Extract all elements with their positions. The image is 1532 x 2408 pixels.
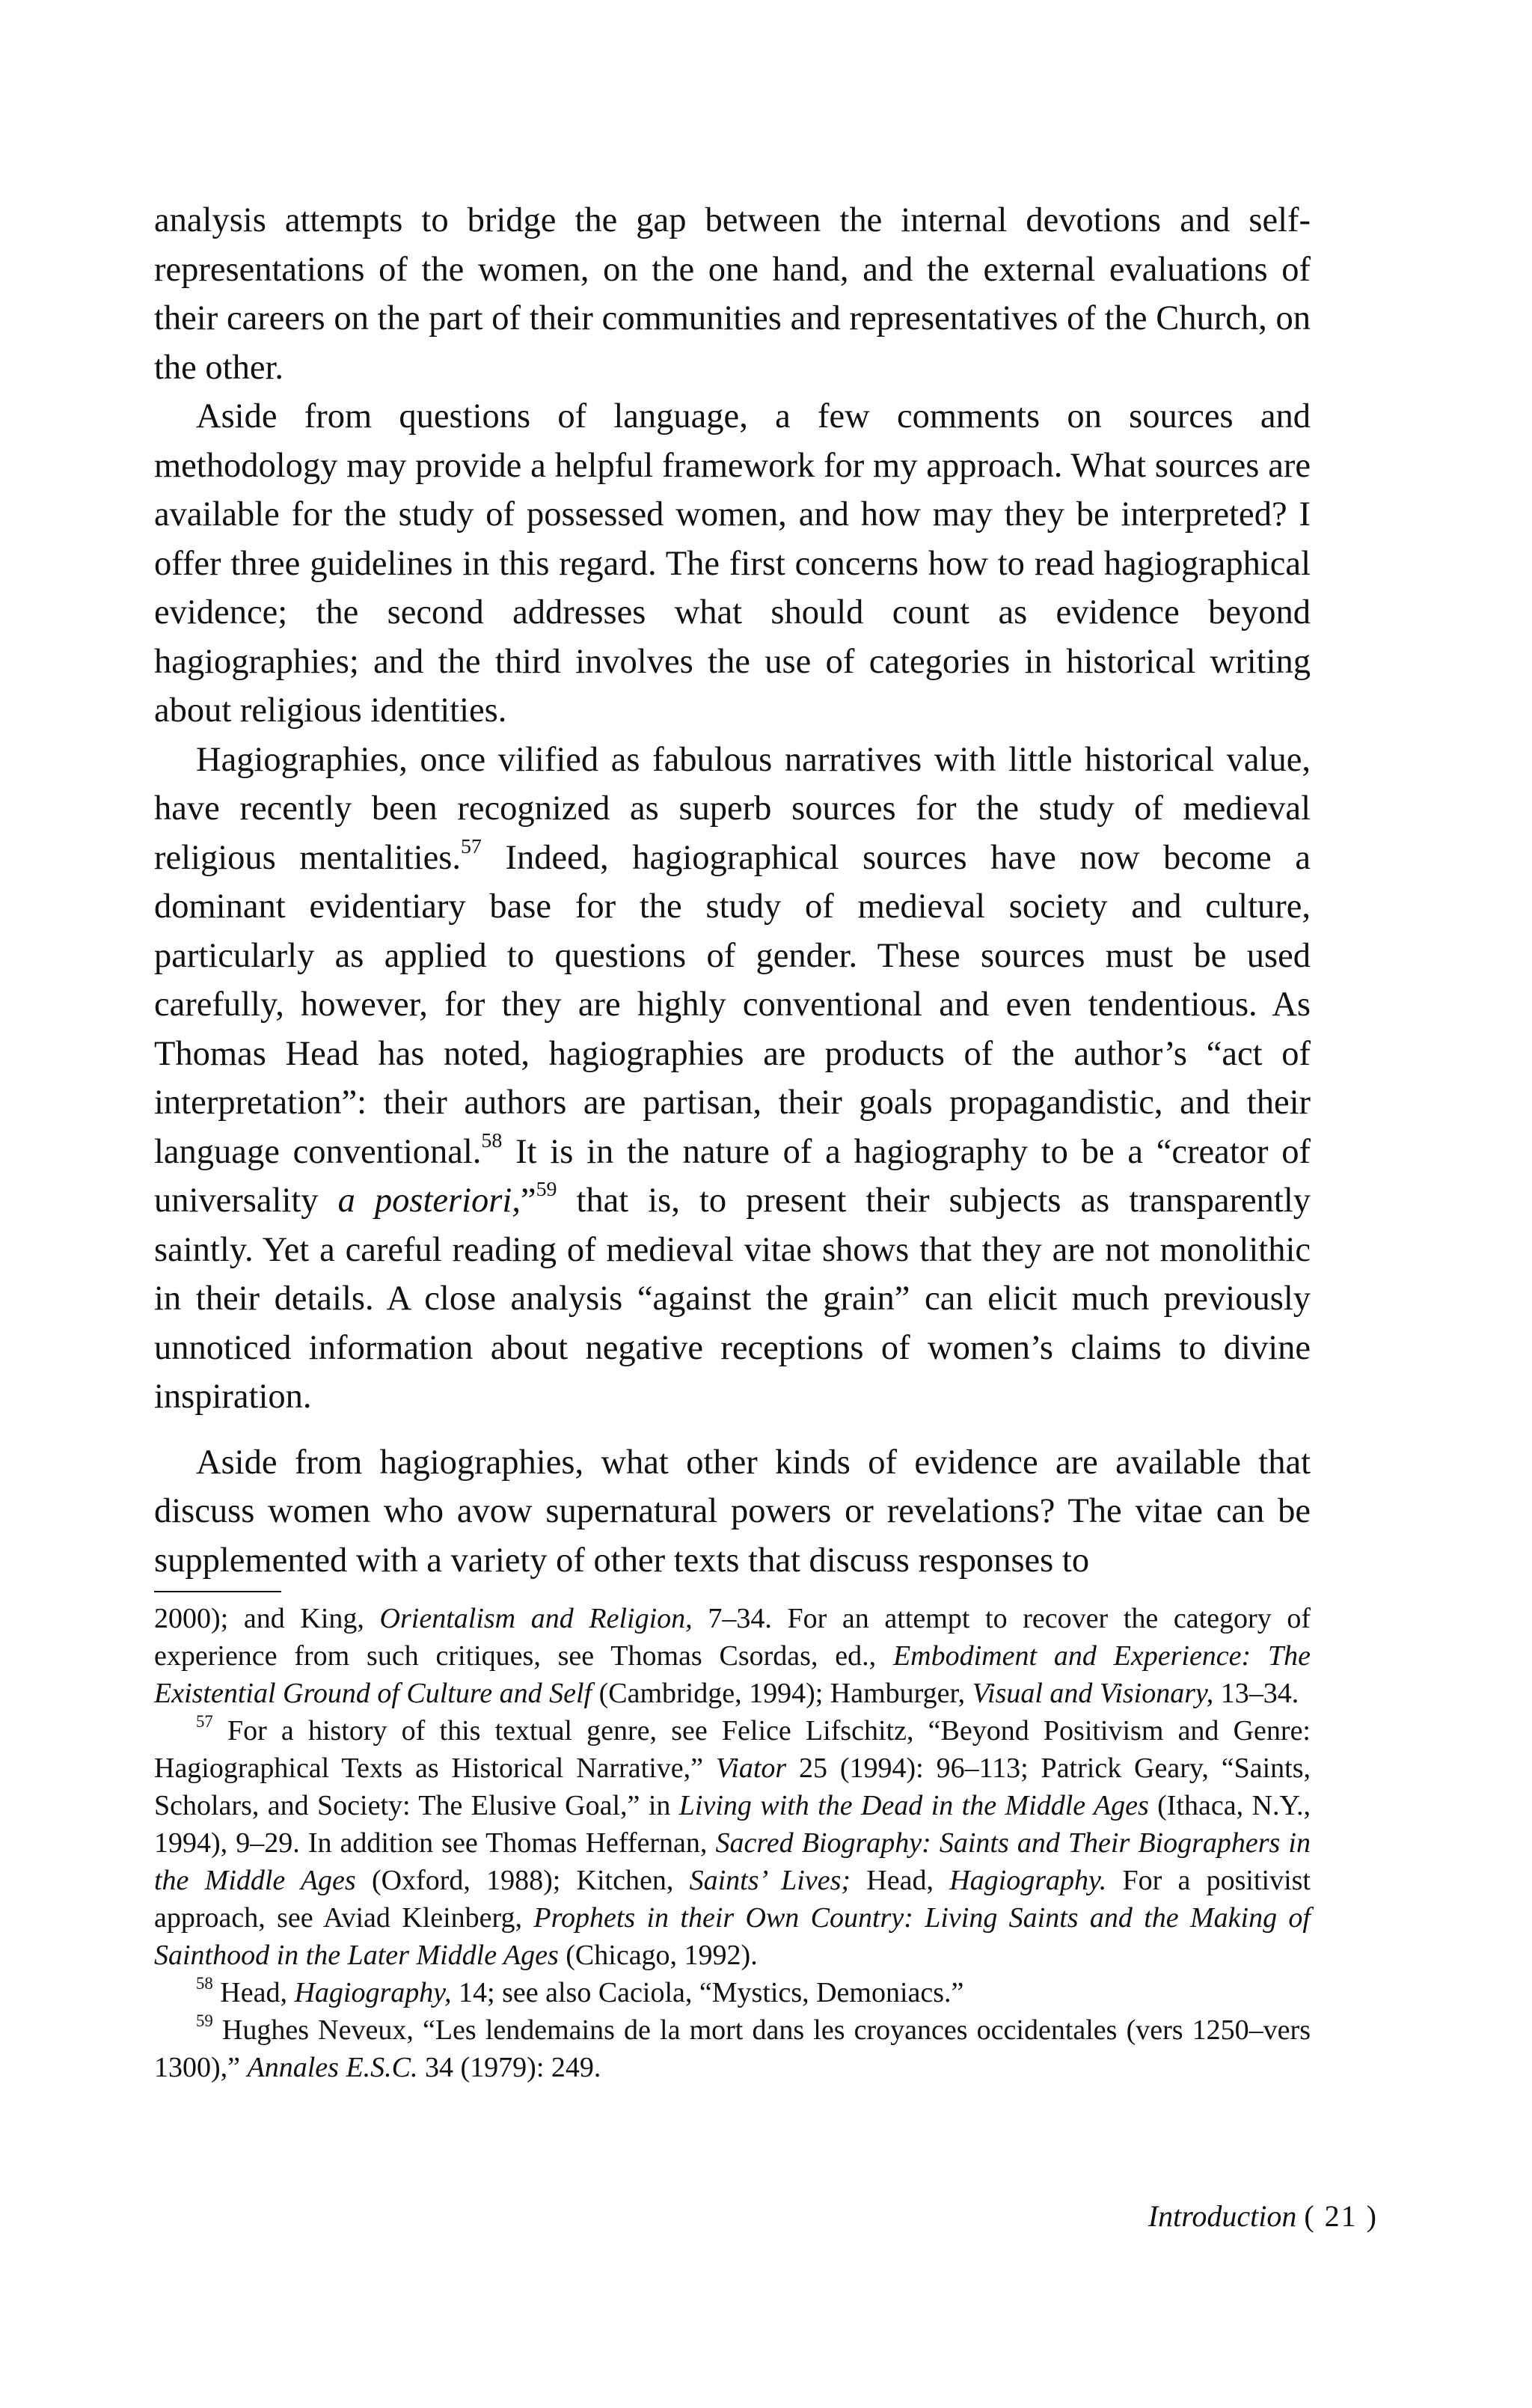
fn-text: 7–34. For an attempt to recover the category of experience from such critiques, see Thomas Csordas, ed., <box>154 1603 1311 1672</box>
paragraph-3-text-c: It is in the nature of a hagiography to be a “creator of universality <box>154 1132 1311 1220</box>
fn-title: Embodiment and Experience: The Existential Ground of Culture and Self <box>154 1640 1311 1709</box>
footnote-57 <box>154 1712 1311 1974</box>
fn-text: 2000); and King, <box>154 1603 380 1634</box>
fn-title: Annales E.S.C. <box>247 2052 418 2083</box>
fn-text: (Chicago, 1992). <box>558 1940 758 1971</box>
fn-text: (Cambridge, 1994); Hamburger, <box>592 1678 972 1709</box>
fn-title: Viator <box>715 1752 787 1784</box>
footnote-59 <box>154 2011 1311 2086</box>
fn-title: Prophets in their Own Country: Living Saints and the Making of Sainthood in the Later Middle Ages <box>154 1902 1311 1971</box>
paragraph-3-text-d: that is, to present their subjects as transparently saintly. Yet a careful reading of medieval vitae shows that they are not monolithic in their details. A close analysis “against the grain” can elicit much previously unnoticed information about negative receptions of women’s claims to divine inspiration. <box>154 1182 1311 1416</box>
note-ref-58: 58 <box>481 1128 503 1152</box>
fn-title: Visual and Visionary, <box>972 1678 1214 1709</box>
footnote-58 <box>154 1974 1311 2011</box>
fn-title: Orientalism and Religion, <box>379 1603 693 1634</box>
fn-title: Saints’ Lives; <box>689 1865 851 1896</box>
fn-text: Head, <box>212 1977 295 2008</box>
paragraph-1: analysis attempts to bridge the gap between the internal devotions and self-representations of the women, on the one hand, and the external evaluations of their careers on the part of their communities and representatives of the Church, on the other. <box>154 201 1311 387</box>
footnote-continuation <box>154 1600 1311 1712</box>
note-ref-59: 59 <box>536 1178 557 1202</box>
paragraph-3-close-quote: ” <box>520 1182 536 1220</box>
fn-text: Head, <box>851 1865 950 1896</box>
paragraph-2: Aside from questions of language, a few comments on sources and methodology may provide a helpful framework for my approach. What sources are available for the study of possessed women, and how may they be interpreted? I offer three guidelines in this regard. The first concerns how to read hagiographical evidence; the second addresses what should count as evidence beyond hagiographies; and the third involves the use of categories in historical writing about religious identities. <box>154 397 1311 730</box>
fn-text: 13–34. <box>1213 1678 1299 1709</box>
footnote-rule <box>154 1591 281 1592</box>
fn-text: 34 (1979): 249. <box>417 2052 601 2083</box>
footnotes <box>154 1600 1311 2086</box>
footnote-number: 57 <box>196 1711 213 1731</box>
main-text <box>154 196 1311 1585</box>
footnote-number: 59 <box>196 2011 213 2030</box>
fn-text: For a history of this textual genre, see Felice Lifschitz, “Beyond Positivism and Genre: Hagiographical Texts as Historical Narrative,” <box>154 1715 1311 1784</box>
fn-title: Hagiography. <box>949 1865 1107 1896</box>
paragraph-3-italic-phrase: a posteriori, <box>337 1182 521 1220</box>
note-ref-57: 57 <box>460 834 482 858</box>
footnote-number: 58 <box>196 1973 213 1993</box>
paragraph-4: Aside from hagiographies, what other kinds of evidence are available that discuss women who avow supernatural powers or revelations? The vitae can be supplemented with a variety of other texts that discuss responses to <box>154 1443 1311 1580</box>
fn-title: Hagiography, <box>294 1977 452 2008</box>
running-footer-title: Introduction <box>1148 2199 1297 2233</box>
fn-title: Living with the Dead in the Middle Ages <box>678 1790 1149 1821</box>
paragraph-3 <box>154 736 1311 1422</box>
fn-text: Hughes Neveux, “Les lendemains de la mort dans les croyances occidentales (vers 1250–vers 1300),” <box>154 2014 1311 2083</box>
fn-text: (Oxford, 1988); Kitchen, <box>355 1865 690 1896</box>
fn-text: 25 (1994): 96–113; Patrick Geary, “Saints, Scholars, and Society: The Elusive Goal,” in <box>154 1752 1311 1821</box>
paragraph-3-text-b: Indeed, hagiographical sources have now become a dominant evidentiary base for the study of medieval society and culture, particularly as applied to questions of gender. These sources must be used carefully, however, for they are highly conventional and even tendentious. As Thomas Head has noted, hagiographies are products of the author’s “act of interpretation”: their authors are partisan, their goals propagandistic, and their language conventional. <box>154 838 1311 1171</box>
fn-title: Sacred Biography: Saints and Their Biographers in the Middle Ages <box>154 1827 1311 1896</box>
page-footer <box>1148 2198 1378 2234</box>
fn-text: (Ithaca, N.Y., 1994), 9–29. In addition see Thomas Heffernan, <box>154 1790 1311 1859</box>
paragraph-3-text-a: Hagiographies, once vilified as fabulous narratives with little historical value, have recently been recognized as superb sources for the study of medieval religious mentalities. <box>154 740 1311 877</box>
fn-text: 14; see also Caciola, “Mystics, Demoniacs.” <box>451 1977 964 2008</box>
page-number: ( 21 ) <box>1304 2199 1378 2233</box>
fn-text: For a positivist approach, see Aviad Kleinberg, <box>154 1865 1311 1934</box>
